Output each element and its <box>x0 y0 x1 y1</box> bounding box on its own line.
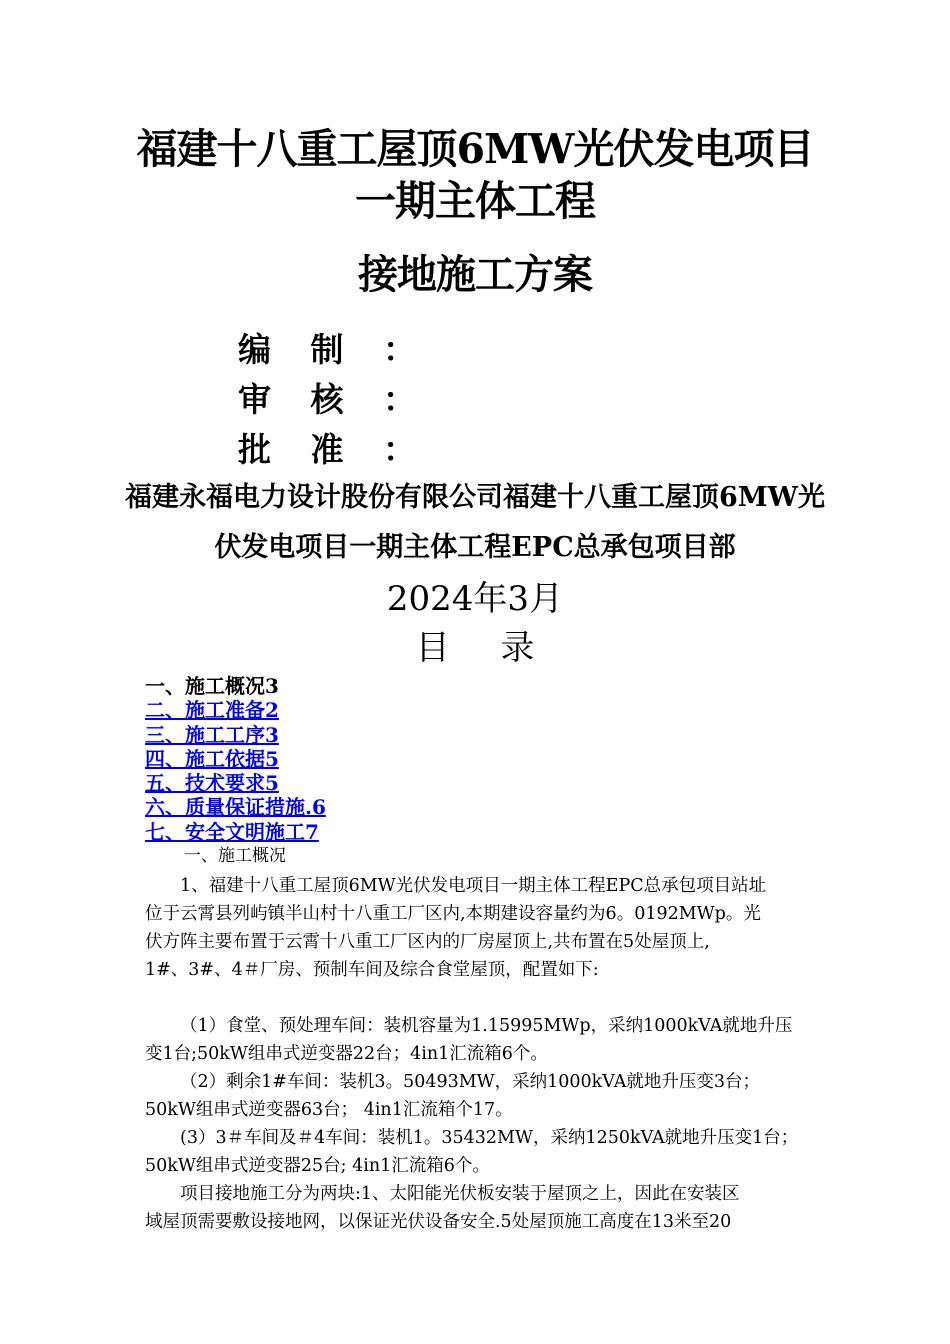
paragraph-line: （2）剩余1#车间：装机3。50493MW，采纳1000kVA就地升压变3台； <box>180 1072 761 1092</box>
organization-line2: 伏发电项目一期主体工程EPC总承包项目部 <box>214 532 736 563</box>
organization-line1: 福建永福电力设计股份有限公司福建十八重工屋顶6MW光 <box>125 482 825 513</box>
toc-heading: 目 录 <box>415 628 555 668</box>
toc-link[interactable]: 四、施工依据5 <box>145 746 279 771</box>
toc-item: 一、施工概况3 <box>145 674 279 698</box>
paragraph-config-2 <box>145 1068 805 1124</box>
document-subtitle: 接地施工方案 <box>358 251 592 298</box>
table-of-contents <box>145 674 805 844</box>
paragraph-config-1 <box>145 1012 805 1068</box>
paragraph-config-3 <box>145 1124 805 1180</box>
paragraph-line: （1）食堂、预处理车间：装机容量为1.15995MWp，采纳1000kVA就地升压 <box>180 1016 793 1036</box>
toc-link[interactable]: 七、安全文明施工7 <box>145 819 319 844</box>
paragraph-line: 50kW组串式逆变器63台； 4in1汇流箱个17。 <box>145 1100 513 1120</box>
paragraph-line: 1#、3#、4＃厂房、预制车间及综合食堂屋顶，配置如下: <box>145 960 599 980</box>
paragraph-site-overview <box>145 872 805 984</box>
document-date: 2024年3月 <box>386 579 564 619</box>
sign-field-reviewed: 审 核 ： <box>238 380 430 419</box>
paragraph-line: 域屋顶需要敷设接地网，以保证光伏设备安全.5处屋顶施工高度在13米至20 <box>145 1212 732 1232</box>
paragraph-line: 项目接地施工分为两块:1、太阳能光伏板安装于屋顶之上，因此在安装区 <box>180 1184 740 1204</box>
paragraph-line: 位于云霄县列屿镇半山村十八重工厂区内,本期建设容量约为6。0192MWp。光 <box>145 904 761 924</box>
sign-field-prepared: 编 制 ： <box>238 330 430 369</box>
toc-link[interactable]: 二、施工准备2 <box>145 698 279 723</box>
paragraph-line: 1、福建十八重工屋顶6MW光伏发电项目一期主体工程EPC总承包项目站址 <box>180 876 767 896</box>
section-heading: 一、施工概况 <box>184 846 286 866</box>
toc-link[interactable]: 三、施工工序3 <box>145 722 279 747</box>
project-title-line1: 福建十八重工屋顶6MW光伏发电项目 <box>136 125 814 173</box>
sign-field-approved: 批 准 ： <box>238 430 430 469</box>
paragraph-grounding-scope <box>145 1180 805 1236</box>
toc-link[interactable]: 五、技术要求5 <box>145 771 279 796</box>
paragraph-line: 变1台;50kW组串式逆变器22台；4in1汇流箱6个。 <box>145 1044 548 1064</box>
project-title-line2: 一期主体工程 <box>355 177 595 225</box>
paragraph-line: 50kW组串式逆变器25台; 4in1汇流箱6个。 <box>145 1156 490 1176</box>
toc-link[interactable]: 六、质量保证措施.6 <box>145 795 326 820</box>
paragraph-line: (3）3＃车间及＃4车间：装机1。35432MW，采纳1250kVA就地升压变1台； <box>180 1128 799 1148</box>
paragraph-line: 伏方阵主要布置于云霄十八重工厂区内的厂房屋顶上,共布置在5处屋顶上, <box>145 932 710 952</box>
